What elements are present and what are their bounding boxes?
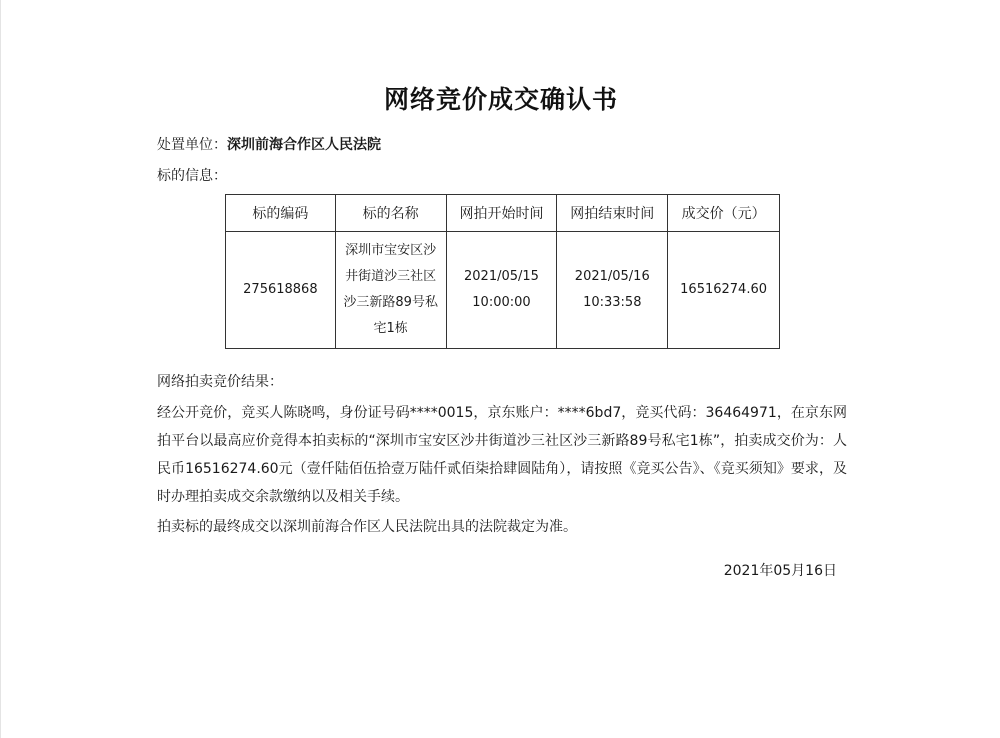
cell-end-time xyxy=(557,232,668,349)
cell-lot-name: 深圳市宝安区沙井街道沙三社区沙三新路89号私宅1栋 xyxy=(335,232,446,349)
start-time: 10:00:00 xyxy=(472,295,531,310)
cell-lot-code: 275618868 xyxy=(226,232,336,349)
header-lot-code: 标的编码 xyxy=(226,195,336,232)
start-date: 2021/05/15 xyxy=(464,269,539,284)
disposal-unit xyxy=(157,135,381,155)
table-row xyxy=(226,232,780,349)
result-paragraph: 经公开竞价，竞买人陈晓鸣，身份证号码****0015，京东账户：****6bd7，竞买代码：36464971，在京东网拍平台以最高应价竞得本拍卖标的“深圳市宝安区沙井街道沙三社区沙三新路89号私宅1栋”，拍卖成交价为：人民币16516274.60元（壹仟陆佰伍拾壹万陆仟贰佰柒拾肆圆陆角），请按照《竞买公告》、《竞买须知》要求，及时办理拍卖成交余款缴纳以及相关手续。 xyxy=(157,405,847,505)
document-date: 2021年05月16日 xyxy=(723,563,837,579)
document-title: 网络竞价成交确认书 xyxy=(383,85,618,114)
header-start-time: 网拍开始时间 xyxy=(446,195,557,232)
header-lot-name: 标的名称 xyxy=(335,195,446,232)
header-end-time: 网拍结束时间 xyxy=(557,195,668,232)
final-note-paragraph: 拍卖标的最终成交以深圳前海合作区人民法院出具的法院裁定为准。 xyxy=(157,519,577,535)
lot-info-label: 标的信息： xyxy=(157,168,227,184)
cell-start-time xyxy=(446,232,557,349)
lot-table-header-row xyxy=(226,195,780,232)
header-price: 成交价（元） xyxy=(668,195,780,232)
disposal-unit-label: 处置单位： xyxy=(157,137,227,153)
result-label: 网络拍卖竞价结果： xyxy=(157,374,283,390)
end-date: 2021/05/16 xyxy=(574,269,650,284)
disposal-unit-value: 深圳前海合作区人民法院 xyxy=(227,137,381,153)
lot-table xyxy=(225,194,780,349)
cell-price: 16516274.60 xyxy=(668,232,780,349)
end-time: 10:33:58 xyxy=(583,295,642,310)
